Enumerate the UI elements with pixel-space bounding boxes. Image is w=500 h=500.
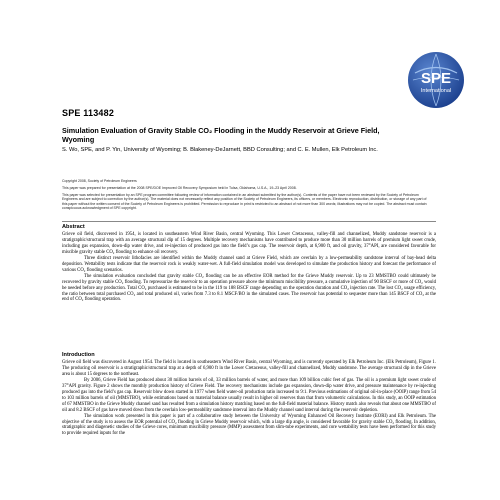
introduction-section	[62, 352, 436, 437]
spe-international-logo	[406, 50, 466, 110]
abstract-heading: Abstract	[62, 224, 85, 230]
abstract-paragraph: Grieve oil field, discovered in 1954, is located in southeastern Wind River Basin, central Wyoming. This Lower Cretaceous, valley-fill and channelized, Muddy sandstone reservoir is a stratigraphic/structural trap with an average structural dip of 15 degrees. Multiple recovery mechanisms have contributed to produce more than 30 million barrels of premium light sweet crude, including gas expansion, down-dip water drive, and re-injection of produced gas into the field’s gas cap. The reservoir depth, at 6,900 ft, and oil gravity, 37°API, are considered favorable for miscible gravity stable CO₂ flooding to enhance oil recovery.	[62, 232, 436, 255]
paper-title: Simulation Evaluation of Gravity Stable CO₂ Flooding in the Muddy Reservoir at Grieve Field, Wyoming	[62, 126, 380, 144]
review-disclaimer: This paper was selected for presentation by an SPE program committee following review of information contained in an abstract submitted by the author(s). Contents of the paper have not been reviewed by the Society of Petroleum Engineers and are subject to correction by the author(s). The material does not necessarily reflect any position of the Society of Petroleum Engineers, its officers, or members. Electronic reproduction, distribution, or storage of any part of this paper without the written consent of the Society of Petroleum Engineers is prohibited. Permission to reproduce in print is restricted to an abstract of not more than 300 words; illustrations may not be copied. The abstract must contain conspicuous acknowledgment of SPE copyright.	[62, 192, 427, 211]
paper-id: SPE 113482	[62, 108, 115, 118]
logo-international-text: International	[420, 88, 452, 94]
copyright-notice	[62, 179, 432, 213]
introduction-paragraph: Grieve oil field was discovered in August 1954. The field is located in southeastern Wind River Basin, central Wyoming, and is currently operated by Elk Petroleum Inc. (Elk Petroleum), Figure 1. The producing oil reservoir is a stratigraphic/structural trap at a depth of 6,900 ft in the Lower Cretaceous, valley-fill and channelized, Muddy sandstone. The average structural dip in the Grieve area is about 15 degrees to the northeast.	[62, 360, 436, 377]
introduction-paragraph: The simulation work presented in this paper is part of a collaborative study between the University of Wyoming Enhanced Oil Recovery Institute (EORI) and Elk Petroleum. The objective of the study is to assess the EOR potential of CO₂ flooding in Grieve Muddy reservoir which, with a large dip angle, is considered favorable for gravity stable CO₂ flooding. In addition, stratigraphic and diagenetic studies of the Grieve cores, minimum miscibility pressure (MMP) assessment from slim-tube experiments, and core wettability tests have been performed for this study to provide required inputs for the	[62, 413, 436, 437]
presentation-note: This paper was prepared for presentation at the 2008 SPE/DOE Improved Oil Recovery Symposium held in Tulsa, Oklahoma, U.S.A., 19–23 April 2008.	[62, 185, 297, 190]
copyright-line: Copyright 2008, Society of Petroleum Engineers	[62, 179, 137, 183]
introduction-heading: Introduction	[62, 352, 95, 358]
logo-spe-text: SPE	[420, 70, 452, 87]
abstract-paragraph: The simulation evaluation concluded that gravity stable CO₂ flooding can be an effective EOR method for the Grieve Muddy reservoir. Up to 23 MMSTBO could ultimately be recovered by gravity stable CO₂ flooding. To repressurize the reservoir to an operation pressure above the minimum miscibility pressure, a cumulative injection of 90 BSCF or more of CO₂ would be needed before any production. Total CO₂ purchased is estimated to be in the 119 to 188 BSCF range depending on the operation duration and CO₂ injection rate. The lost CO₂ usage efficiency, the ratio between total purchased CO₂ and total produced oil, varies from 7.3 to 8.1 MSCF/BO in the simulated cases. The reservoir has potential to sequester more than 145 BSCF of CO₂ at the end of CO₂ flooding operation.	[62, 273, 436, 303]
header-divider	[62, 221, 436, 222]
abstract-paragraph: Three distinct reservoir lithofacies are identified within the Muddy channel sand at Grieve Field, which are overlain by a low-permeability sandstone interval of bay-head delta deposition. Wettability tests indicate that the reservoir rock is weakly water-wet. A full-field simulation model was developed to simulate the production history and forecast the performance of various CO₂ flooding scenarios.	[62, 255, 436, 273]
abstract-section	[62, 224, 436, 303]
paper-authors: S. Wo, SPE, and P. Yin, University of Wyoming; B. Blakeney-DeJarnett, BBD Consulting; and C. E. Mullen, Elk Petroleum Inc.	[62, 147, 378, 153]
introduction-paragraph: By 2006, Grieve Field has produced about 30 million barrels of oil, 33 million barrels of water, and more than 109 billion cubic feet of gas. The oil is a premium light sweet crude of 37°API gravity. Figure 2 shows the monthly production history of Grieve Field. The recovery mechanisms include gas expansion, down-dip water drive, and pressure maintenance by re-injecting produced gas into the field’s gas cap. Reservoir blow down started in 1977 when field water-oil production ratio increased to 9:1. Previous estimations of original oil-in-place (OOIP) range from 54 to 103 million barrels of oil (MMSTBO), while estimations based on material balance usually result in higher oil reserves than that from volumetric calculations. In this study, an OOIP estimation of 67 MMSTBO in the Grieve Muddy channel sand has resulted from a simulation history matching based on the full-field material balance. History match also reveals that about one MMSTBO of oil and 8.2 BSCF of gas have moved down from the overlain low-permeability sandstone interval into the Muddy channel sand interval during the reservoir depletion.	[62, 377, 436, 413]
